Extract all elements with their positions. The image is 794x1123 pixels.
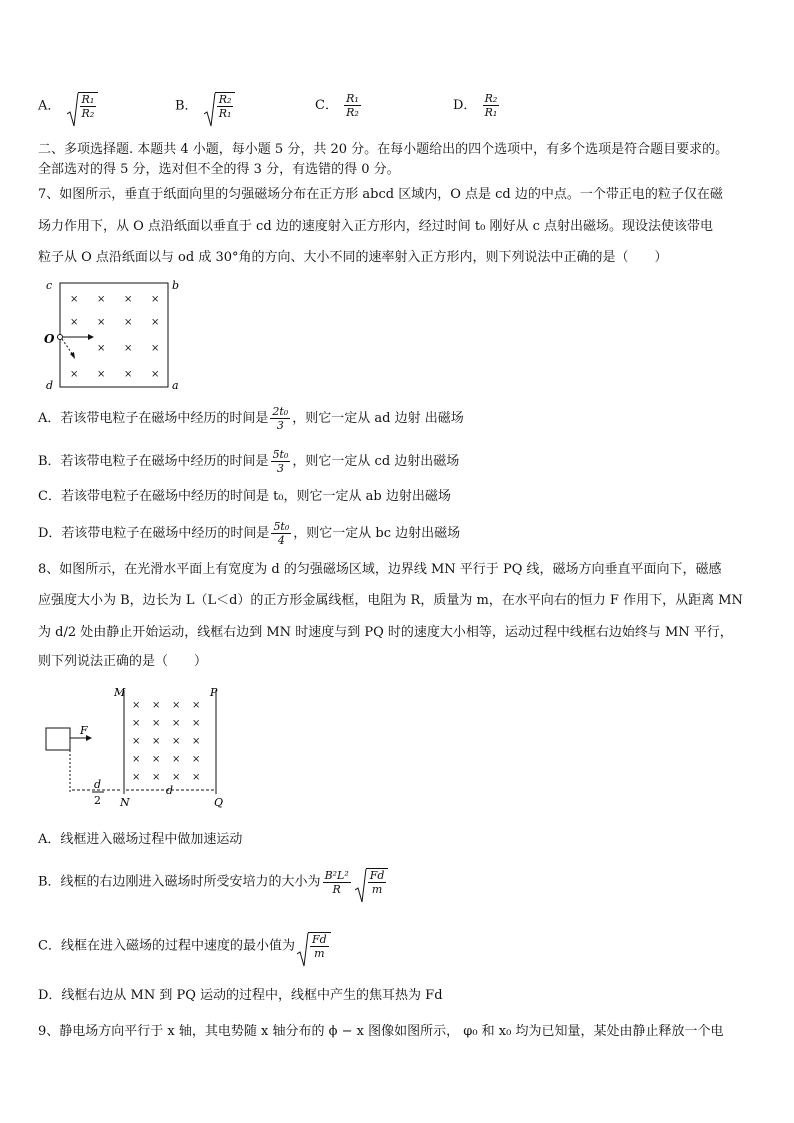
- q7-figure: [40, 275, 190, 395]
- q9-stem-line1: 9、静电场方向平行于 x 轴，其电势随 x 轴分布的 ϕ − x 图像如图所示， φ₀ 和 x₀ 均为已知量，某处由静止释放一个电: [38, 1024, 724, 1039]
- q8-stem-line3: 为 d/2 处由静止开始运动，线框右边到 MN 时速度与到 PQ 时的速度大小相等，运动过程中线框右边始终与 MN 平行，: [38, 625, 733, 640]
- sqrt-expression: $\frac{\text{R₂}}{\text{R₁}}$: [204, 92, 236, 120]
- q8-stem-line2: 应强度大小为 B，边长为 L（L＜d）的正方形金属线框，电阻为 R，质量为 m，在水平向右的恒力 F 作用下，从距离 MN: [38, 593, 743, 608]
- q8-option-d: D．线框右边从 MN 到 PQ 运动的过程中，线框中产生的焦耳热为 Fd: [38, 988, 443, 1003]
- field-crosses: [132, 700, 200, 783]
- cross: ×: [132, 772, 141, 783]
- half-d-den: 2: [94, 794, 101, 807]
- cross: ×: [172, 736, 181, 747]
- label-M: M: [114, 686, 126, 699]
- cross: ×: [152, 754, 161, 765]
- cross: ×: [192, 772, 201, 783]
- half-d-num: d: [94, 778, 102, 791]
- cross: ×: [97, 294, 106, 305]
- cross: ×: [124, 369, 133, 380]
- label-d: d: [46, 379, 54, 392]
- label-P: P: [210, 686, 218, 699]
- q8-option-a: A．线框进入磁场过程中做加速运动: [38, 832, 243, 847]
- arrowhead: [70, 352, 75, 359]
- q8-option-c: C．线框在进入磁场的过程中速度的最小值为 $\frac{Fd}{m}$: [38, 932, 333, 960]
- cross: ×: [172, 718, 181, 729]
- label-N: N: [120, 796, 130, 809]
- q8-figure: [40, 682, 240, 812]
- sqrt-expression: $\frac{Fd}{m}$: [355, 868, 389, 896]
- cross: ×: [192, 736, 201, 747]
- q7-stem-line3: 粒子从 O 点沿纸面以与 od 成 30°角的方向、大小不同的速率射入正方形内，则下列说法中正确的是（ ）: [38, 250, 668, 265]
- q6-option-a: [38, 92, 100, 120]
- section2-line2: 全部选对的得 5 分，选对但不全的得 3 分，有选错的得 0 分。: [38, 162, 400, 177]
- q7-option-b: B．若该带电粒子在磁场中经历的时间是 $\frac{\text{5t₀}}{3}$ ，则它一定从 cd 边射出磁场: [38, 448, 460, 475]
- q7-option-a: A．若该带电粒子在磁场中经历的时间是 $\frac{\text{2t₀}}{3}$ ，则它一定从 ad 边射 出磁场: [38, 405, 464, 432]
- option-label: A．: [38, 98, 61, 114]
- option-label: B．: [175, 98, 198, 114]
- sqrt-expression: $\frac{Fd}{m}$: [297, 932, 331, 960]
- cross: ×: [70, 369, 79, 380]
- cross: ×: [124, 343, 133, 354]
- option-label: C．: [315, 98, 338, 113]
- cross: ×: [152, 718, 161, 729]
- cross: ×: [172, 754, 181, 765]
- cross: ×: [151, 343, 160, 354]
- label-Q: Q: [214, 796, 224, 809]
- point-O: [58, 335, 63, 340]
- cross: ×: [124, 294, 133, 305]
- q8-stem-line4: 则下列说法正确的是（ ）: [38, 654, 208, 669]
- q8-option-b: B．线框的右边刚进入磁场时所受安培力的大小为 $\frac{\text{B²L²}}{R}$ $\frac{Fd}{m}$: [38, 868, 390, 896]
- cross: ×: [97, 369, 106, 380]
- label-c: c: [46, 279, 53, 292]
- cross: ×: [70, 294, 79, 305]
- cross: ×: [132, 700, 141, 711]
- cross: ×: [97, 343, 106, 354]
- cross: ×: [97, 317, 106, 328]
- cross: ×: [132, 718, 141, 729]
- q7-stem-line2: 场力作用下，从 O 点沿纸面以垂直于 cd 边的速度射入正方形内，经过时间 t₀ 刚好从 c 点射出磁场。现设法使该带电: [38, 219, 714, 234]
- cross: ×: [152, 700, 161, 711]
- option-label: D．: [453, 98, 477, 113]
- section2-line1: 二、多项选择题. 本题共 4 小题，每小题 5 分，共 20 分。在每小题给出的四个选项中，有多个选项是符合题目要求的。: [38, 142, 729, 157]
- q7-stem-line1: 7、如图所示，垂直于纸面向里的匀强磁场分布在正方形 abcd 区域内，O 点是 cd 边的中点。一个带正电的粒子仅在磁: [38, 187, 723, 202]
- cross: ×: [151, 294, 160, 305]
- cross: ×: [192, 700, 201, 711]
- cross: ×: [192, 754, 201, 765]
- q7-option-d: D．若该带电粒子在磁场中经历的时间是 $\frac{\text{5t₀}}{4}$ ，则它一定从 bc 边射出磁场: [38, 520, 461, 547]
- q6-option-c: C． $\frac{\text{R₁}}{\text{R₂}}$: [315, 92, 359, 119]
- cross: ×: [172, 700, 181, 711]
- label-F: F: [80, 724, 88, 737]
- cross: ×: [152, 772, 161, 783]
- cross: ×: [124, 317, 133, 328]
- label-b: b: [172, 279, 180, 292]
- cross: ×: [151, 369, 160, 380]
- sqrt-expression: $\frac{\text{R₁}}{\text{R₂}}$: [67, 92, 99, 120]
- cross: ×: [151, 317, 160, 328]
- q8-stem-line1: 8、如图所示，在光滑水平面上有宽度为 d 的匀强磁场区域，边界线 MN 平行于 PQ 线，磁场方向垂直平面向下，磁感: [38, 562, 722, 577]
- wire-frame: [46, 728, 70, 750]
- label-a: a: [172, 379, 179, 392]
- cross: ×: [132, 754, 141, 765]
- cross: ×: [152, 736, 161, 747]
- cross: ×: [172, 772, 181, 783]
- q7-option-c: C．若该带电粒子在磁场中经历的时间是 t₀，则它一定从 ab 边射出磁场: [38, 489, 451, 504]
- cross: ×: [192, 718, 201, 729]
- q6-option-b: [175, 92, 237, 120]
- label-d: d: [166, 784, 174, 797]
- cross: ×: [70, 317, 79, 328]
- angled-direction: [62, 339, 73, 355]
- arrowhead: [88, 334, 94, 340]
- label-O: O: [44, 332, 55, 346]
- cross: ×: [132, 736, 141, 747]
- q6-option-d: D． $\frac{\text{R₂}}{\text{R₁}}$: [453, 92, 498, 119]
